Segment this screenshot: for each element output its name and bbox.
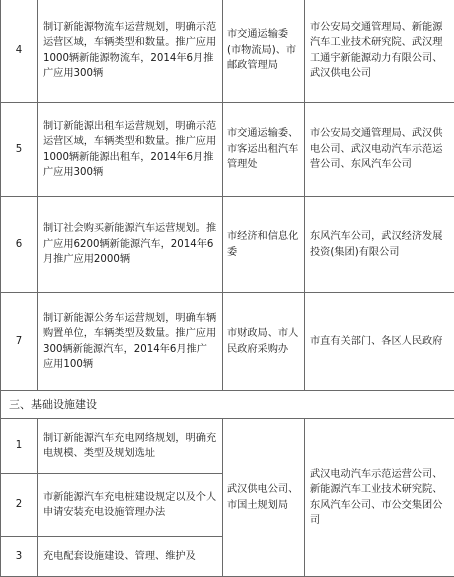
row-number: 4 bbox=[1, 0, 38, 103]
section-title bbox=[1, 391, 454, 419]
lead-unit-cell: 市经济和信息化委 bbox=[223, 197, 305, 293]
row-number: 7 bbox=[1, 293, 38, 391]
row-number: 3 bbox=[1, 537, 38, 577]
section-title-text: 三、基础设施建设 bbox=[9, 398, 97, 411]
lead-unit-cell: 市财政局、市人民政府采购办 bbox=[223, 293, 305, 391]
task-cell: 市新能源汽车充电桩建设规定以及个人申请安装充电设施管理办法 bbox=[38, 474, 223, 537]
task-cell: 制订新能源公务车运营规划，明确车辆购置单位，车辆类型及数量。推广应用300辆新能源汽车，2014年6月推广应用100辆 bbox=[38, 293, 223, 391]
task-cell: 制订新能源汽车充电网络规划，明确充电规模、类型及规划选址 bbox=[38, 419, 223, 474]
row-number: 1 bbox=[1, 419, 38, 474]
table-row bbox=[1, 103, 454, 197]
table-row bbox=[1, 419, 454, 474]
participant-cell: 市直有关部门、各区人民政府 bbox=[305, 293, 454, 391]
shared-participant-cell: 武汉电动汽车示范运营公司、新能源汽车工业技术研究院、东风汽车公司、市公交集团公司 bbox=[305, 419, 454, 577]
task-cell: 制订新能源出租车运营规划，明确示范运营区域，车辆类型和数量。推广应用1000辆新能源出租车，2014年6月推广应用300辆 bbox=[38, 103, 223, 197]
shared-lead-unit-cell: 武汉供电公司、市国土规划局 bbox=[223, 419, 305, 577]
row-number: 6 bbox=[1, 197, 38, 293]
lead-unit-cell: 市交通运输委、市客运出租汽车管理处 bbox=[223, 103, 305, 197]
participant-cell: 市公安局交通管理局、新能源汽车工业技术研究院、武汉理工通宇新能源动力有限公司、武汉供电公司 bbox=[305, 0, 454, 103]
table-row bbox=[1, 197, 454, 293]
lead-unit-cell: 市交通运输委(市物流局)、市邮政管理局 bbox=[223, 0, 305, 103]
task-cell: 充电配套设施建设、管理、维护及 bbox=[38, 537, 223, 577]
section-row bbox=[1, 391, 454, 419]
row-number: 2 bbox=[1, 474, 38, 537]
task-cell: 制订社会购买新能源汽车运营规划。推广应用6200辆新能源汽车，2014年6月推广应用2000辆 bbox=[38, 197, 223, 293]
participant-cell: 东风汽车公司，武汉经济发展投资(集团)有限公司 bbox=[305, 197, 454, 293]
table-row bbox=[1, 293, 454, 391]
row-number: 5 bbox=[1, 103, 38, 197]
participant-cell: 市公安局交通管理局、武汉供电公司、武汉电动汽车示范运营公司、东风汽车公司 bbox=[305, 103, 454, 197]
task-cell: 制订新能源物流车运营规划，明确示范运营区域，车辆类型和数量。推广应用1000辆新能源物流车，2014年6月推广应用300辆 bbox=[38, 0, 223, 103]
table-row bbox=[1, 0, 454, 103]
